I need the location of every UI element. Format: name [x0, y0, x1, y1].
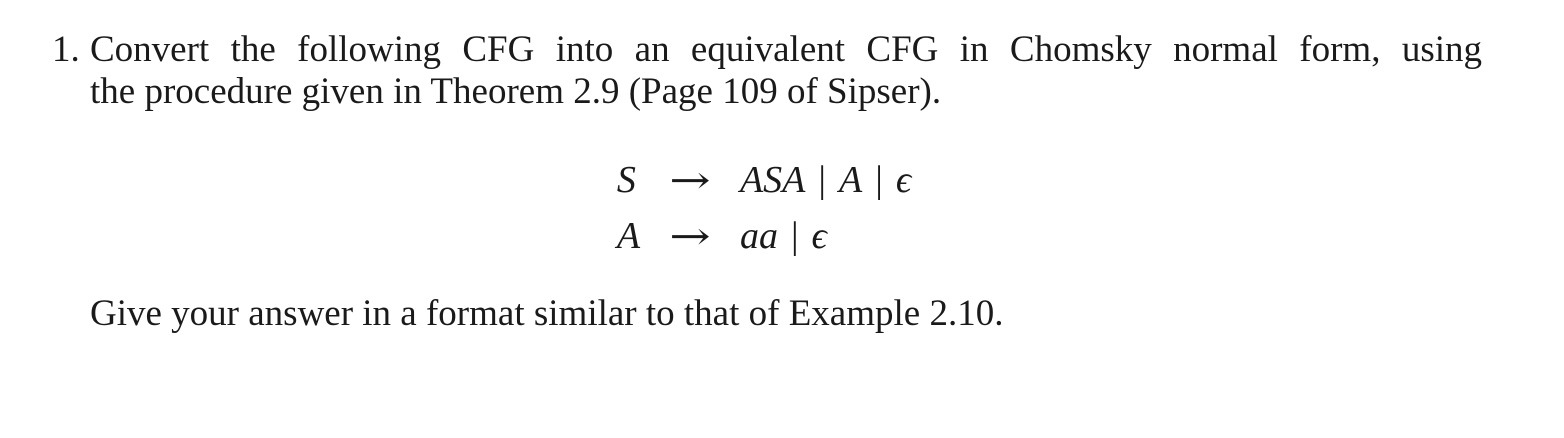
answer-instruction: Give your answer in a format similar to that of Example 2.10. [90, 293, 1004, 334]
production-alternative: ϵ [895, 159, 912, 201]
problem-text-line-2: the procedure given in Theorem 2.9 (Page 109 of Sipser). [90, 71, 942, 112]
alternative-separator: | [818, 159, 826, 201]
grammar-productions [617, 153, 911, 265]
production-lhs-A: A [616, 215, 641, 257]
arrow-icon: → [669, 214, 711, 258]
production-alternative: ASA [739, 159, 806, 201]
problem-number: 1. [52, 29, 80, 70]
production-arrow [669, 209, 711, 265]
production-lhs-S: S [616, 159, 636, 201]
production-arrow [669, 153, 711, 209]
problem-item [52, 29, 1564, 335]
production-alternative: ϵ [811, 215, 827, 257]
production-alternative: aa [739, 215, 778, 257]
production-rhs-A [740, 209, 827, 265]
alternative-separator: | [875, 159, 883, 201]
problem-content [90, 29, 1482, 335]
production-rhs-S [740, 153, 911, 209]
grammar-display [68, 153, 1460, 265]
alternative-separator: | [790, 215, 799, 257]
arrow-icon: → [669, 158, 711, 202]
production-alternative: A [838, 159, 863, 201]
problem-text-line-1: Convert the following CFG into an equivalent CFG in Chomsky normal form, using [90, 29, 1482, 70]
